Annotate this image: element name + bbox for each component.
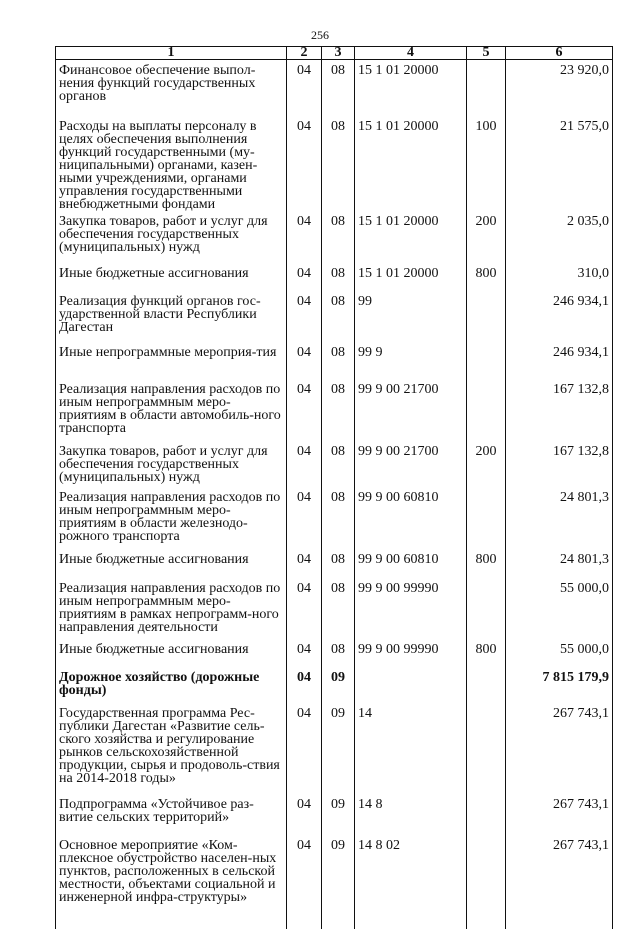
row-subsection-code: 08 bbox=[322, 342, 355, 379]
row-section-code: 04 bbox=[287, 487, 322, 549]
row-description: Иные непрограммные мероприя-тия bbox=[56, 342, 287, 379]
row-section-code: 04 bbox=[287, 794, 322, 835]
row-section-code: 04 bbox=[287, 211, 322, 263]
row-section-code: 04 bbox=[287, 379, 322, 441]
row-section-code: 04 bbox=[287, 549, 322, 578]
row-target-code: 99 bbox=[355, 291, 467, 342]
row-description: Закупка товаров, работ и услуг для обеспечения государственных (муниципальных) нужд bbox=[56, 441, 287, 487]
row-expense-type bbox=[467, 342, 506, 379]
row-subsection-code: 09 bbox=[322, 794, 355, 835]
row-expense-type bbox=[467, 291, 506, 342]
row-expense-type: 200 bbox=[467, 441, 506, 487]
row-section-code: 04 bbox=[287, 291, 322, 342]
row-description: Закупка товаров, работ и услуг для обеспечения государственных (муниципальных) нужд bbox=[56, 211, 287, 263]
row-amount: 267 743,1 bbox=[506, 703, 613, 794]
row-expense-type: 800 bbox=[467, 549, 506, 578]
row-target-code: 99 9 00 99990 bbox=[355, 639, 467, 667]
row-section-code: 04 bbox=[287, 639, 322, 667]
column-header-5: 5 bbox=[467, 47, 506, 60]
table-row bbox=[56, 703, 613, 794]
column-header-1: 1 bbox=[56, 47, 287, 60]
row-description: Дорожное хозяйство (дорожные фонды) bbox=[56, 667, 287, 703]
row-description: Реализация функций органов гос-ударственной власти Республики Дагестан bbox=[56, 291, 287, 342]
table-row bbox=[56, 60, 613, 117]
table-row bbox=[56, 667, 613, 703]
row-amount: 21 575,0 bbox=[506, 116, 613, 211]
row-subsection-code: 08 bbox=[322, 60, 355, 117]
row-subsection-code: 09 bbox=[322, 703, 355, 794]
row-amount: 167 132,8 bbox=[506, 379, 613, 441]
row-expense-type bbox=[467, 703, 506, 794]
row-target-code: 14 8 02 bbox=[355, 835, 467, 929]
row-amount: 267 743,1 bbox=[506, 794, 613, 835]
row-subsection-code: 08 bbox=[322, 487, 355, 549]
row-target-code: 99 9 bbox=[355, 342, 467, 379]
row-description: Государственная программа Рес-публики Дагестан «Развитие сель-ского хозяйства и регулирование рынков сельскохозяйственной продукции, сырья и продоволь-ствия на 2014-2018 годы» bbox=[56, 703, 287, 794]
row-section-code: 04 bbox=[287, 703, 322, 794]
table-row bbox=[56, 263, 613, 291]
row-expense-type bbox=[467, 667, 506, 703]
row-amount: 267 743,1 bbox=[506, 835, 613, 929]
column-header-3: 3 bbox=[322, 47, 355, 60]
row-section-code: 04 bbox=[287, 263, 322, 291]
page-number: 256 bbox=[311, 28, 329, 42]
row-section-code: 04 bbox=[287, 441, 322, 487]
row-target-code: 15 1 01 20000 bbox=[355, 211, 467, 263]
row-subsection-code: 09 bbox=[322, 667, 355, 703]
row-description: Реализация направления расходов по иным непрограммным меро-приятиям в области железнодо-рожного транспорта bbox=[56, 487, 287, 549]
row-amount: 310,0 bbox=[506, 263, 613, 291]
row-expense-type bbox=[467, 835, 506, 929]
row-section-code: 04 bbox=[287, 835, 322, 929]
budget-table bbox=[55, 46, 613, 929]
row-subsection-code: 08 bbox=[322, 116, 355, 211]
row-target-code: 15 1 01 20000 bbox=[355, 60, 467, 117]
table-row bbox=[56, 794, 613, 835]
header-row bbox=[56, 47, 613, 60]
row-description: Расходы на выплаты персоналу в целях обеспечения выполнения функций государственными (му-ниципальными) органами, казен-ными учреждениями, органами управления государственными внебюджетными фондами bbox=[56, 116, 287, 211]
row-amount: 55 000,0 bbox=[506, 578, 613, 639]
row-amount: 246 934,1 bbox=[506, 291, 613, 342]
row-expense-type: 200 bbox=[467, 211, 506, 263]
table-row bbox=[56, 487, 613, 549]
row-subsection-code: 08 bbox=[322, 639, 355, 667]
row-expense-type bbox=[467, 60, 506, 117]
row-subsection-code: 08 bbox=[322, 549, 355, 578]
row-target-code: 99 9 00 60810 bbox=[355, 487, 467, 549]
row-amount: 24 801,3 bbox=[506, 549, 613, 578]
row-section-code: 04 bbox=[287, 342, 322, 379]
row-subsection-code: 08 bbox=[322, 291, 355, 342]
row-description: Реализация направления расходов по иным непрограммным меро-приятиям в рамках непрограмм-ного направления деятельности bbox=[56, 578, 287, 639]
row-subsection-code: 08 bbox=[322, 211, 355, 263]
row-description: Иные бюджетные ассигнования bbox=[56, 639, 287, 667]
row-description: Финансовое обеспечение выпол-нения функций государственных органов bbox=[56, 60, 287, 117]
row-target-code: 99 9 00 99990 bbox=[355, 578, 467, 639]
row-amount: 2 035,0 bbox=[506, 211, 613, 263]
row-description: Иные бюджетные ассигнования bbox=[56, 549, 287, 578]
column-header-4: 4 bbox=[355, 47, 467, 60]
row-amount: 24 801,3 bbox=[506, 487, 613, 549]
column-header-2: 2 bbox=[287, 47, 322, 60]
table-row bbox=[56, 835, 613, 929]
table-row bbox=[56, 441, 613, 487]
row-target-code: 14 bbox=[355, 703, 467, 794]
table-row bbox=[56, 379, 613, 441]
table-row bbox=[56, 342, 613, 379]
table-row bbox=[56, 578, 613, 639]
row-target-code: 14 8 bbox=[355, 794, 467, 835]
row-subsection-code: 08 bbox=[322, 441, 355, 487]
row-subsection-code: 08 bbox=[322, 379, 355, 441]
row-amount: 7 815 179,9 bbox=[506, 667, 613, 703]
row-target-code: 99 9 00 21700 bbox=[355, 379, 467, 441]
row-section-code: 04 bbox=[287, 578, 322, 639]
row-amount: 167 132,8 bbox=[506, 441, 613, 487]
table-row bbox=[56, 211, 613, 263]
row-expense-type bbox=[467, 487, 506, 549]
row-expense-type: 100 bbox=[467, 116, 506, 211]
row-section-code: 04 bbox=[287, 667, 322, 703]
row-description: Подпрограмма «Устойчивое раз-витие сельских территорий» bbox=[56, 794, 287, 835]
row-target-code: 99 9 00 21700 bbox=[355, 441, 467, 487]
row-subsection-code: 08 bbox=[322, 263, 355, 291]
row-description: Реализация направления расходов по иным непрограммным меро-приятиям в области автомобиль-ного транспорта bbox=[56, 379, 287, 441]
row-description: Основное мероприятие «Ком-плексное обустройство населен-ных пунктов, расположенных в сельской местности, объектами социальной и инженерной инфра-структуры» bbox=[56, 835, 287, 929]
row-section-code: 04 bbox=[287, 60, 322, 117]
row-subsection-code: 08 bbox=[322, 578, 355, 639]
row-amount: 246 934,1 bbox=[506, 342, 613, 379]
row-expense-type: 800 bbox=[467, 263, 506, 291]
column-header-6: 6 bbox=[506, 47, 613, 60]
row-subsection-code: 09 bbox=[322, 835, 355, 929]
row-amount: 23 920,0 bbox=[506, 60, 613, 117]
row-expense-type bbox=[467, 379, 506, 441]
row-target-code: 15 1 01 20000 bbox=[355, 116, 467, 211]
row-expense-type bbox=[467, 794, 506, 835]
row-section-code: 04 bbox=[287, 116, 322, 211]
row-target-code: 99 9 00 60810 bbox=[355, 549, 467, 578]
row-description: Иные бюджетные ассигнования bbox=[56, 263, 287, 291]
row-target-code: 15 1 01 20000 bbox=[355, 263, 467, 291]
row-expense-type: 800 bbox=[467, 639, 506, 667]
row-expense-type bbox=[467, 578, 506, 639]
table-row bbox=[56, 639, 613, 667]
table-row bbox=[56, 291, 613, 342]
row-amount: 55 000,0 bbox=[506, 639, 613, 667]
table-row bbox=[56, 549, 613, 578]
table-row bbox=[56, 116, 613, 211]
row-target-code bbox=[355, 667, 467, 703]
